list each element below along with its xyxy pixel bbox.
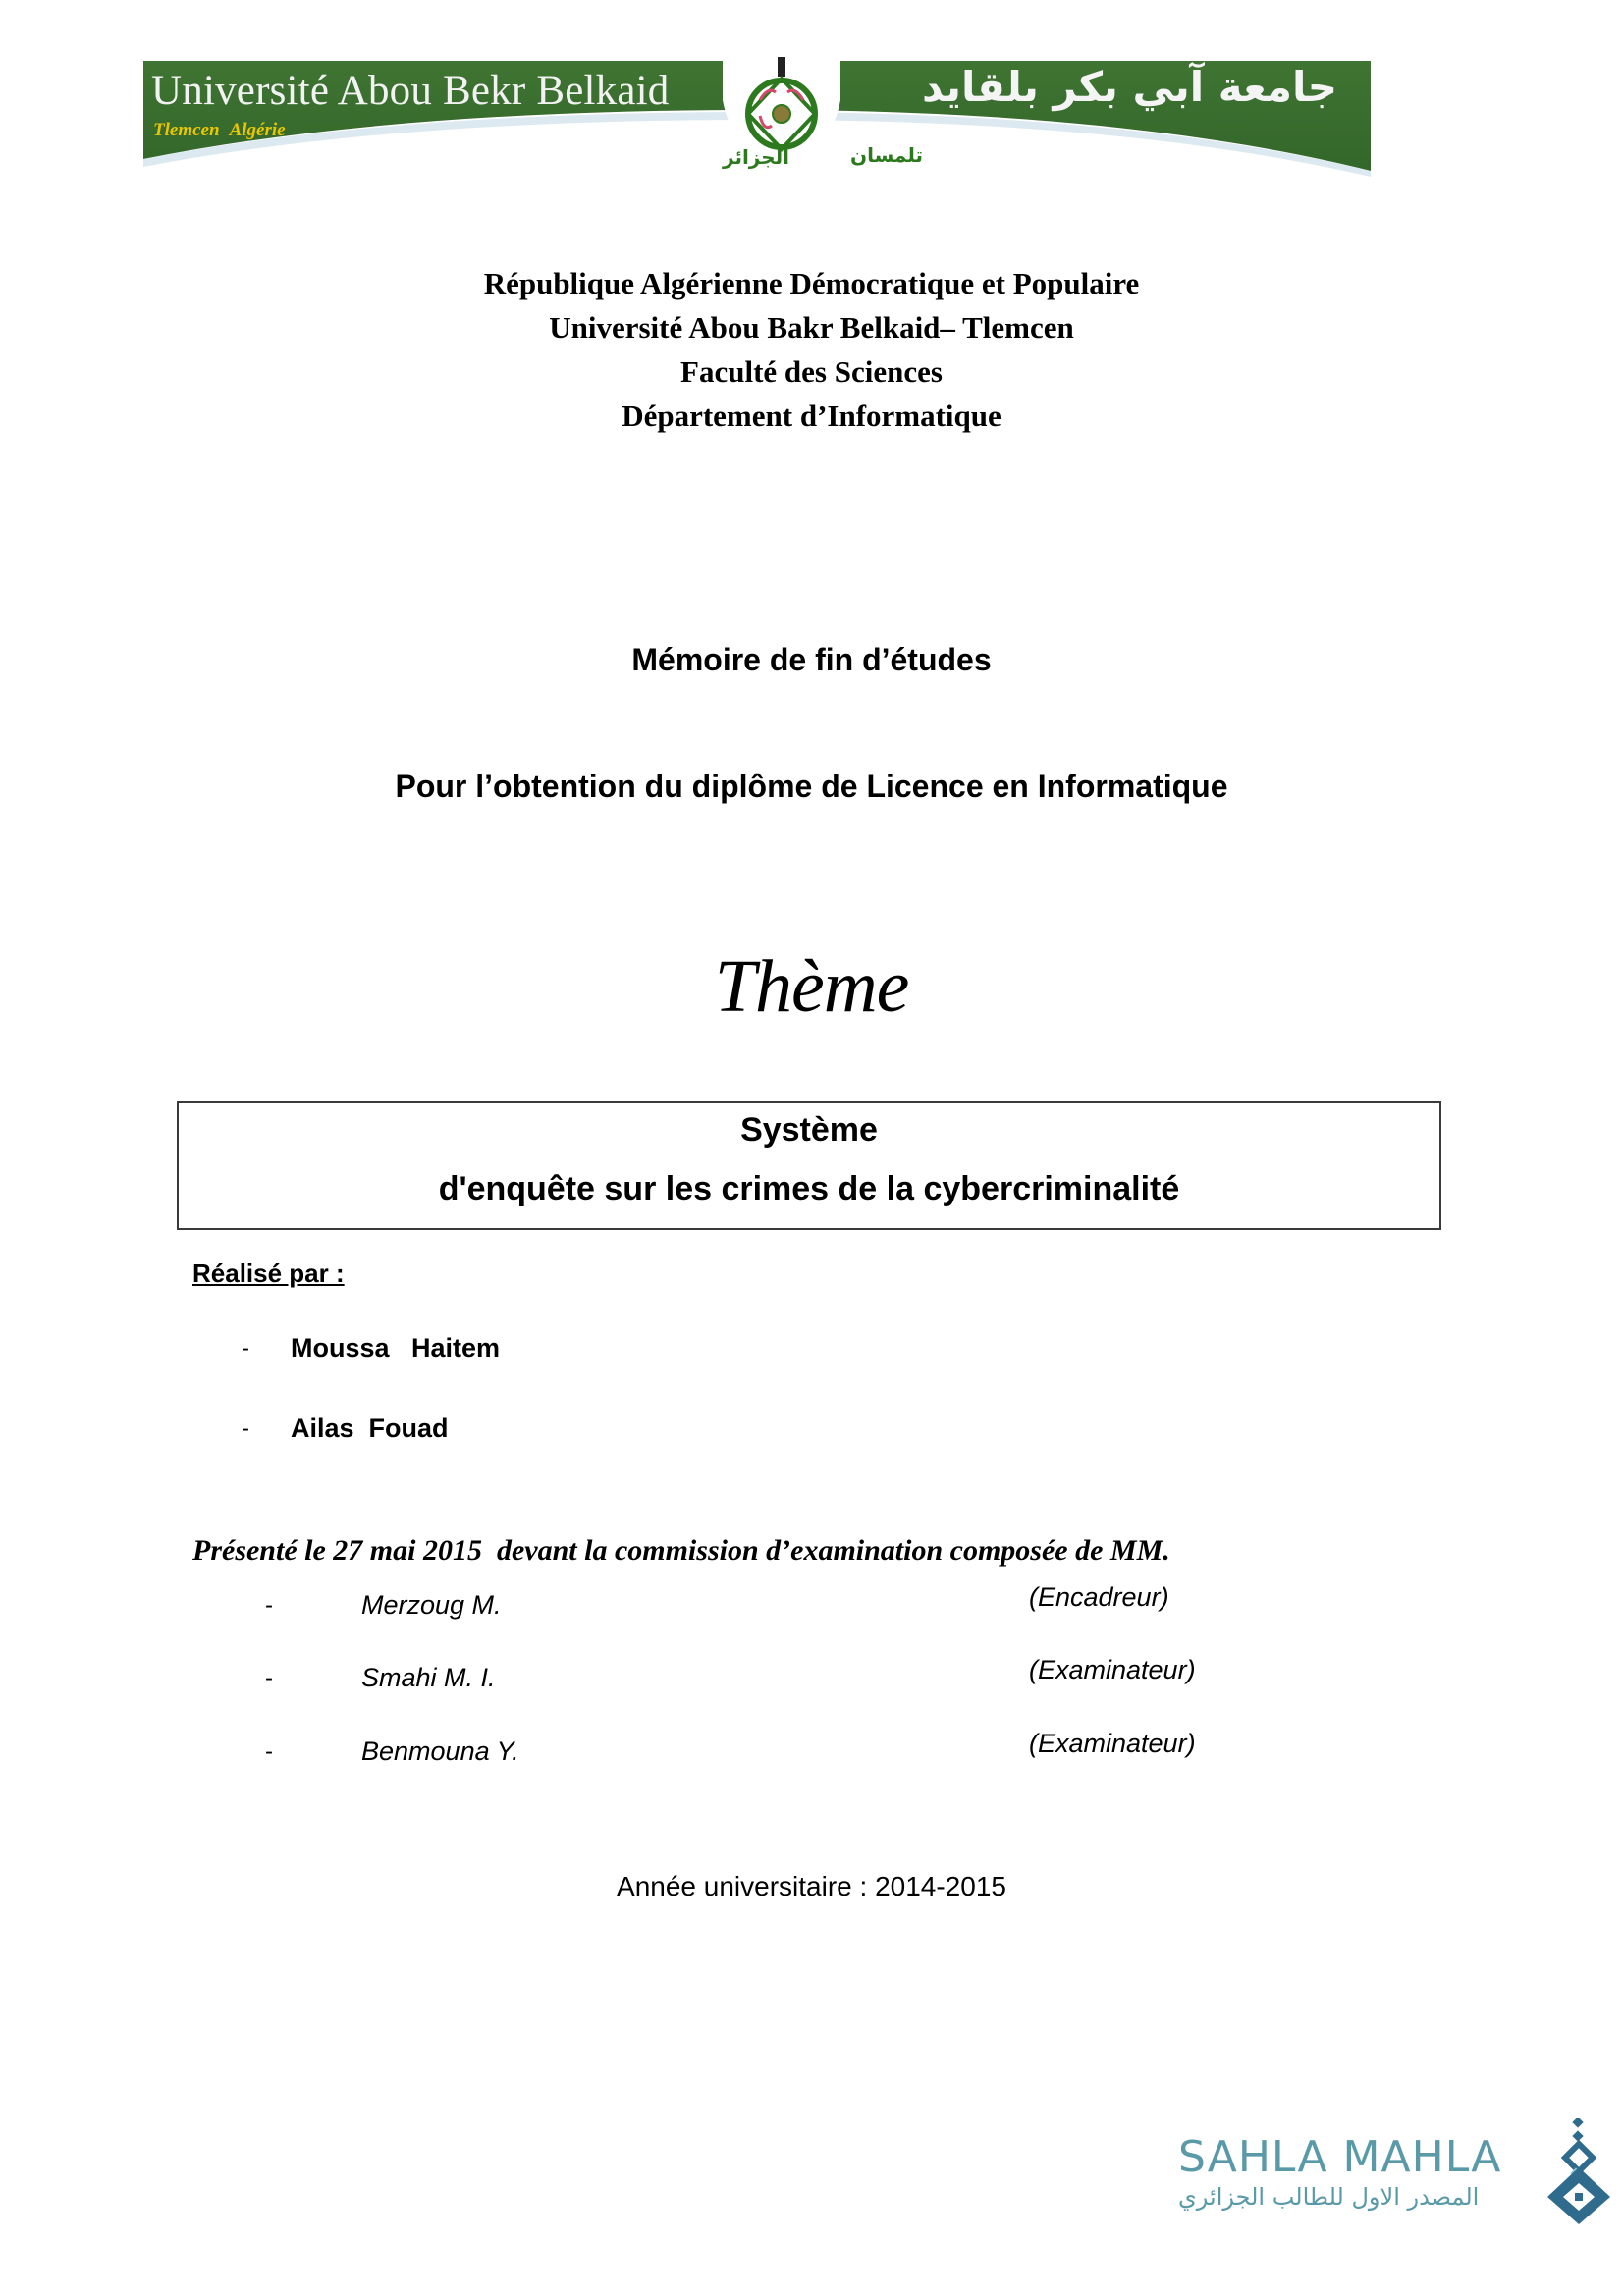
jury-member-role: (Examinateur) [1029,1729,1196,1758]
academic-year: Année universitaire : 2014-2015 [617,1871,1006,1901]
faculty-name: Faculté des Sciences [680,354,943,389]
calligraphy-emblem-icon [1543,2118,1614,2226]
author-item [242,1335,249,1362]
jury-member-role: (Examinateur) [1029,1655,1196,1684]
memoire-title: Mémoire de fin d’études [631,642,992,677]
defense-statement: Présenté le 27 mai 2015 devant la commission d’examination composée de MM. [192,1534,1170,1567]
author-name: Ailas Fouad [291,1414,449,1443]
jury-member-name: Merzoug M. [361,1590,502,1620]
author-item [242,1415,249,1443]
university-banner [143,61,1371,177]
list-bullet: - [242,1415,249,1442]
city-name-ar: تلمسان [850,143,924,167]
university-name-ar: جامعة آبي بكر بلقايد [921,63,1337,111]
department-name: Département d’Informatique [622,399,1001,433]
sahla-mahla-brand: SAHLA MAHLA [1178,2132,1502,2182]
author-name: Moussa Haitem [291,1333,501,1362]
jury-member-name: Benmouna Y. [361,1736,519,1766]
country-name-ar: الجزائر [723,145,790,169]
university-name-fr: Université Abou Bekr Belkaid [151,68,670,114]
list-bullet: - [242,1335,249,1362]
list-bullet: - [265,1738,273,1765]
university-name: Université Abou Bakr Belkaid– Tlemcen [549,310,1074,345]
diploma-subtitle: Pour l’obtention du diplôme de Licence en Informatique [395,769,1228,804]
sahla-mahla-logo [1178,2118,1591,2226]
jury-member-name: Smahi M. I. [361,1663,496,1692]
theme-label: Thème [714,945,909,1028]
sahla-mahla-tagline: المصدر الاول للطالب الجزائري [1178,2183,1480,2211]
thesis-title-box [177,1101,1441,1230]
list-bullet: - [265,1592,273,1619]
university-emblem-icon [740,57,823,155]
jury-member-role: (Encadreur) [1029,1582,1169,1612]
university-location: Tlemcen Algérie [153,120,286,140]
thesis-title-line2: d'enquête sur les crimes de la cybercriminalité [438,1170,1180,1207]
republic-name: République Algérienne Démocratique et Populaire [483,266,1140,300]
list-bullet: - [265,1665,273,1691]
authors-label: Réalisé par : [192,1258,345,1288]
thesis-title-line1: Système [740,1111,878,1148]
